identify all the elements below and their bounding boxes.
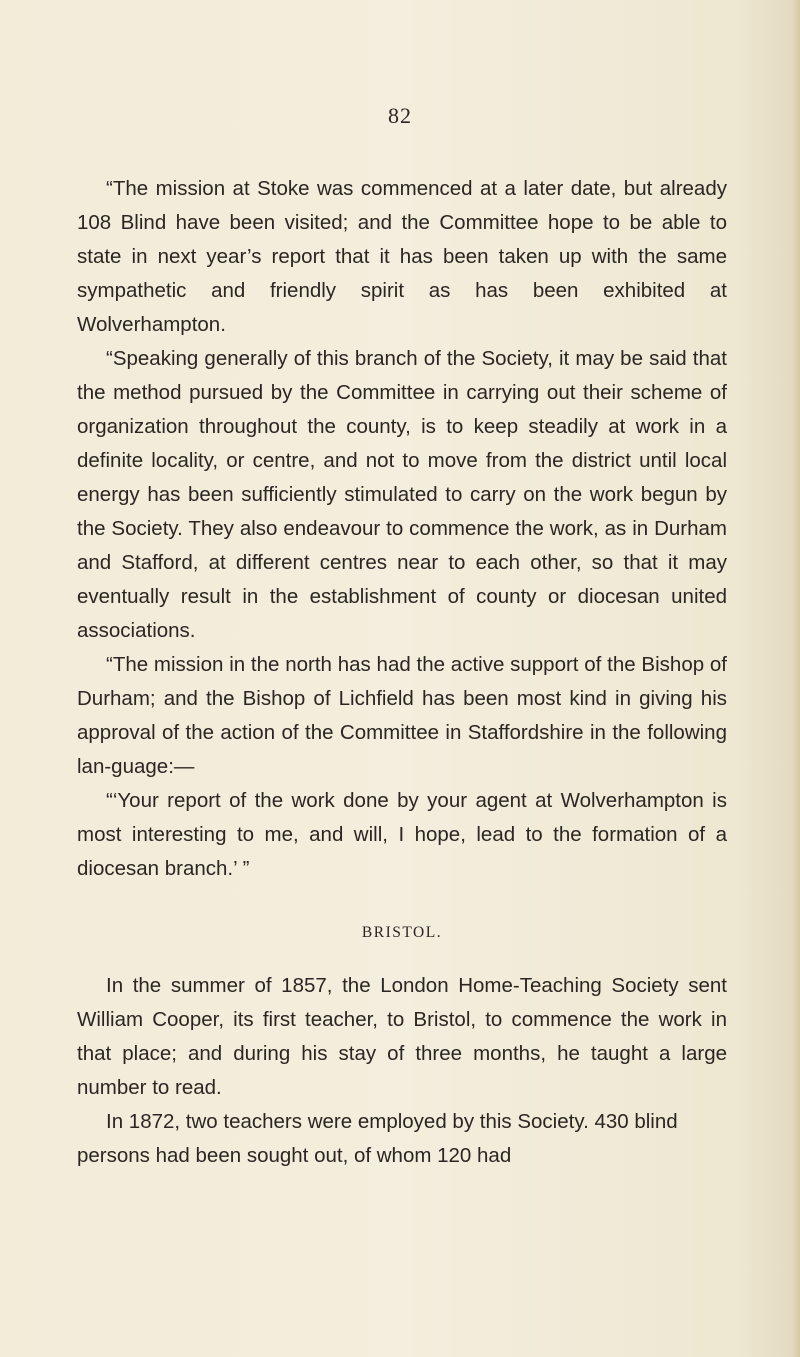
section-heading-bristol: BRISTOL. [361, 924, 443, 941]
page-number: 82 [388, 103, 412, 128]
paragraph-stoke-mission: “The mission at Stoke was commenced at a later date, but already 108 Blind have been visited; and the Committee hope to be able to state in next year’s report that it has been taken up with the same sympathetic and friendly spirit as has been exhibited at Wolverhampton. [77, 177, 727, 336]
paragraph-bishop-quote: “‘Your report of the work done by your agent at Wolverhampton is most interesting to me, and will, I hope, lead to the formation of a diocesan branch.’ ” [77, 789, 727, 880]
body-text [77, 172, 727, 1173]
paragraph-mission-north: “The mission in the north has had the active support of the Bishop of Durham; and the Bishop of Lichfield has been most kind in giving his approval of the action of the Committee in Staffordshire in the following lan-guage:— [77, 653, 727, 778]
paragraph-summer-1857: In the summer of 1857, the London Home-Teaching Society sent William Cooper, its first teacher, to Bristol, to commence the work in that place; and during his stay of three months, he taught a large number to read. [77, 974, 727, 1099]
paragraph-1872: In 1872, two teachers were employed by this Society. 430 blind persons had been sought out, of whom 120 had [77, 1110, 678, 1167]
page-edge-shadow [792, 0, 800, 1357]
paragraph-speaking-generally: “Speaking generally of this branch of the Society, it may be said that the method pursued by the Committee in carrying out their scheme of organization throughout the county, is to keep steadily at work in a definite locality, or centre, and not to move from the district until local energy has been sufficiently stimulated to carry on the work begun by the Society. They also endeavour to commence the work, as in Durham and Stafford, at different centres near to each other, so that it may eventually result in the establishment of county or diocesan united associations. [77, 347, 727, 642]
